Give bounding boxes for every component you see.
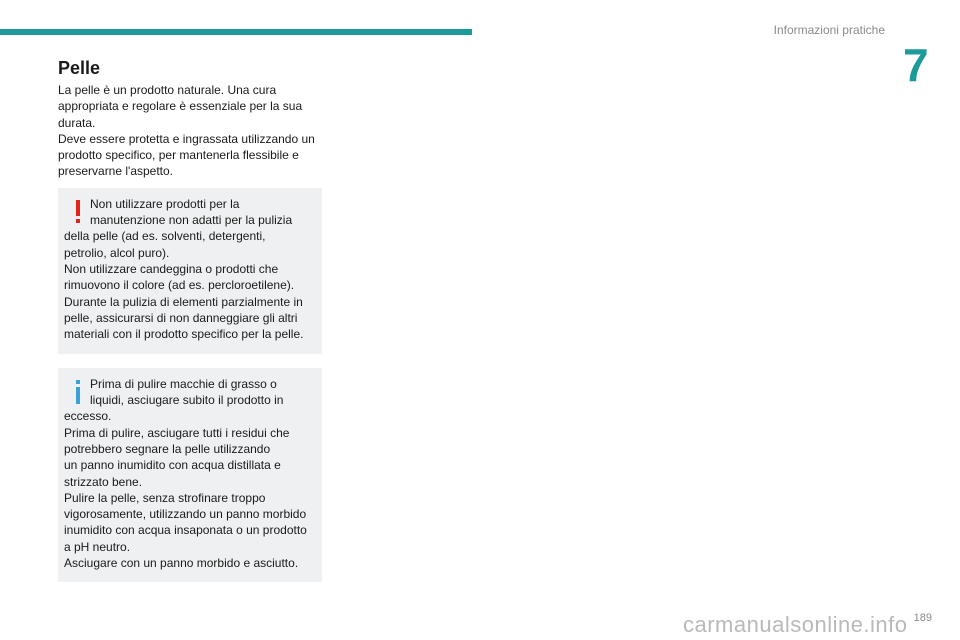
- page-title: Pelle: [58, 58, 101, 78]
- warning-line: Non utilizzare prodotti per la: [90, 196, 240, 211]
- intro-line: durata.: [58, 115, 96, 130]
- info-line: potrebbero segnare la pelle utilizzando: [64, 441, 271, 456]
- info-box: [58, 368, 322, 582]
- intro-paragraph: [58, 82, 322, 180]
- warning-box: [58, 188, 322, 354]
- info-line: a pH neutro.: [64, 539, 131, 554]
- info-line: liquidi, asciugare subito il prodotto in: [90, 393, 284, 408]
- intro-line: preservarne l'aspetto.: [58, 164, 174, 179]
- page-number: 189: [913, 612, 932, 624]
- info-line: Pulire la pelle, senza strofinare troppo: [64, 490, 266, 505]
- intro-line: Deve essere protetta e ingrassata utilizzando un: [58, 131, 315, 146]
- warning-line: Durante la pulizia di elementi parzialmente in: [64, 294, 303, 309]
- warning-line: pelle, assicurarsi di non danneggiare gli altri: [64, 310, 298, 325]
- intro-line: appropriata e regolare è essenziale per la sua: [58, 99, 303, 114]
- info-line: Prima di pulire, asciugare tutti i residui che: [64, 425, 290, 440]
- info-line: vigorosamente, utilizzando un panno morbido: [64, 507, 307, 522]
- intro-line: prodotto specifico, per mantenerla flessibile e: [58, 148, 299, 163]
- intro-line: La pelle è un prodotto naturale. Una cura: [58, 83, 277, 97]
- info-icon: [72, 380, 84, 404]
- main-content: [58, 58, 322, 582]
- info-line: un panno inumidito con acqua distillata e: [64, 458, 281, 473]
- section-title: Informazioni pratiche: [773, 23, 885, 37]
- warning-line: petrolio, alcol puro).: [64, 245, 170, 260]
- header-accent-bar: [0, 29, 472, 35]
- warning-line: rimuovono il colore (ad es. percloroetilene).: [64, 278, 295, 293]
- info-line: Asciugare con un panno morbido e asciutto.: [64, 556, 299, 571]
- info-line: eccesso.: [64, 409, 112, 424]
- exclamation-icon: [72, 200, 84, 224]
- info-line: Prima di pulire macchie di grasso o: [90, 376, 277, 391]
- warning-line: manutenzione non adatti per la pulizia: [90, 213, 293, 228]
- warning-line: Non utilizzare candeggina o prodotti che: [64, 261, 279, 276]
- chapter-number: 7: [903, 39, 929, 91]
- watermark: carmanualsonline.info: [683, 612, 908, 637]
- warning-line: della pelle (ad es. solventi, detergenti,: [64, 229, 266, 244]
- info-line: strizzato bene.: [64, 474, 143, 489]
- info-line: inumidito con acqua insaponata o un prodotto: [64, 523, 307, 538]
- warning-line: materiali con il prodotto specifico per la pelle.: [64, 327, 304, 342]
